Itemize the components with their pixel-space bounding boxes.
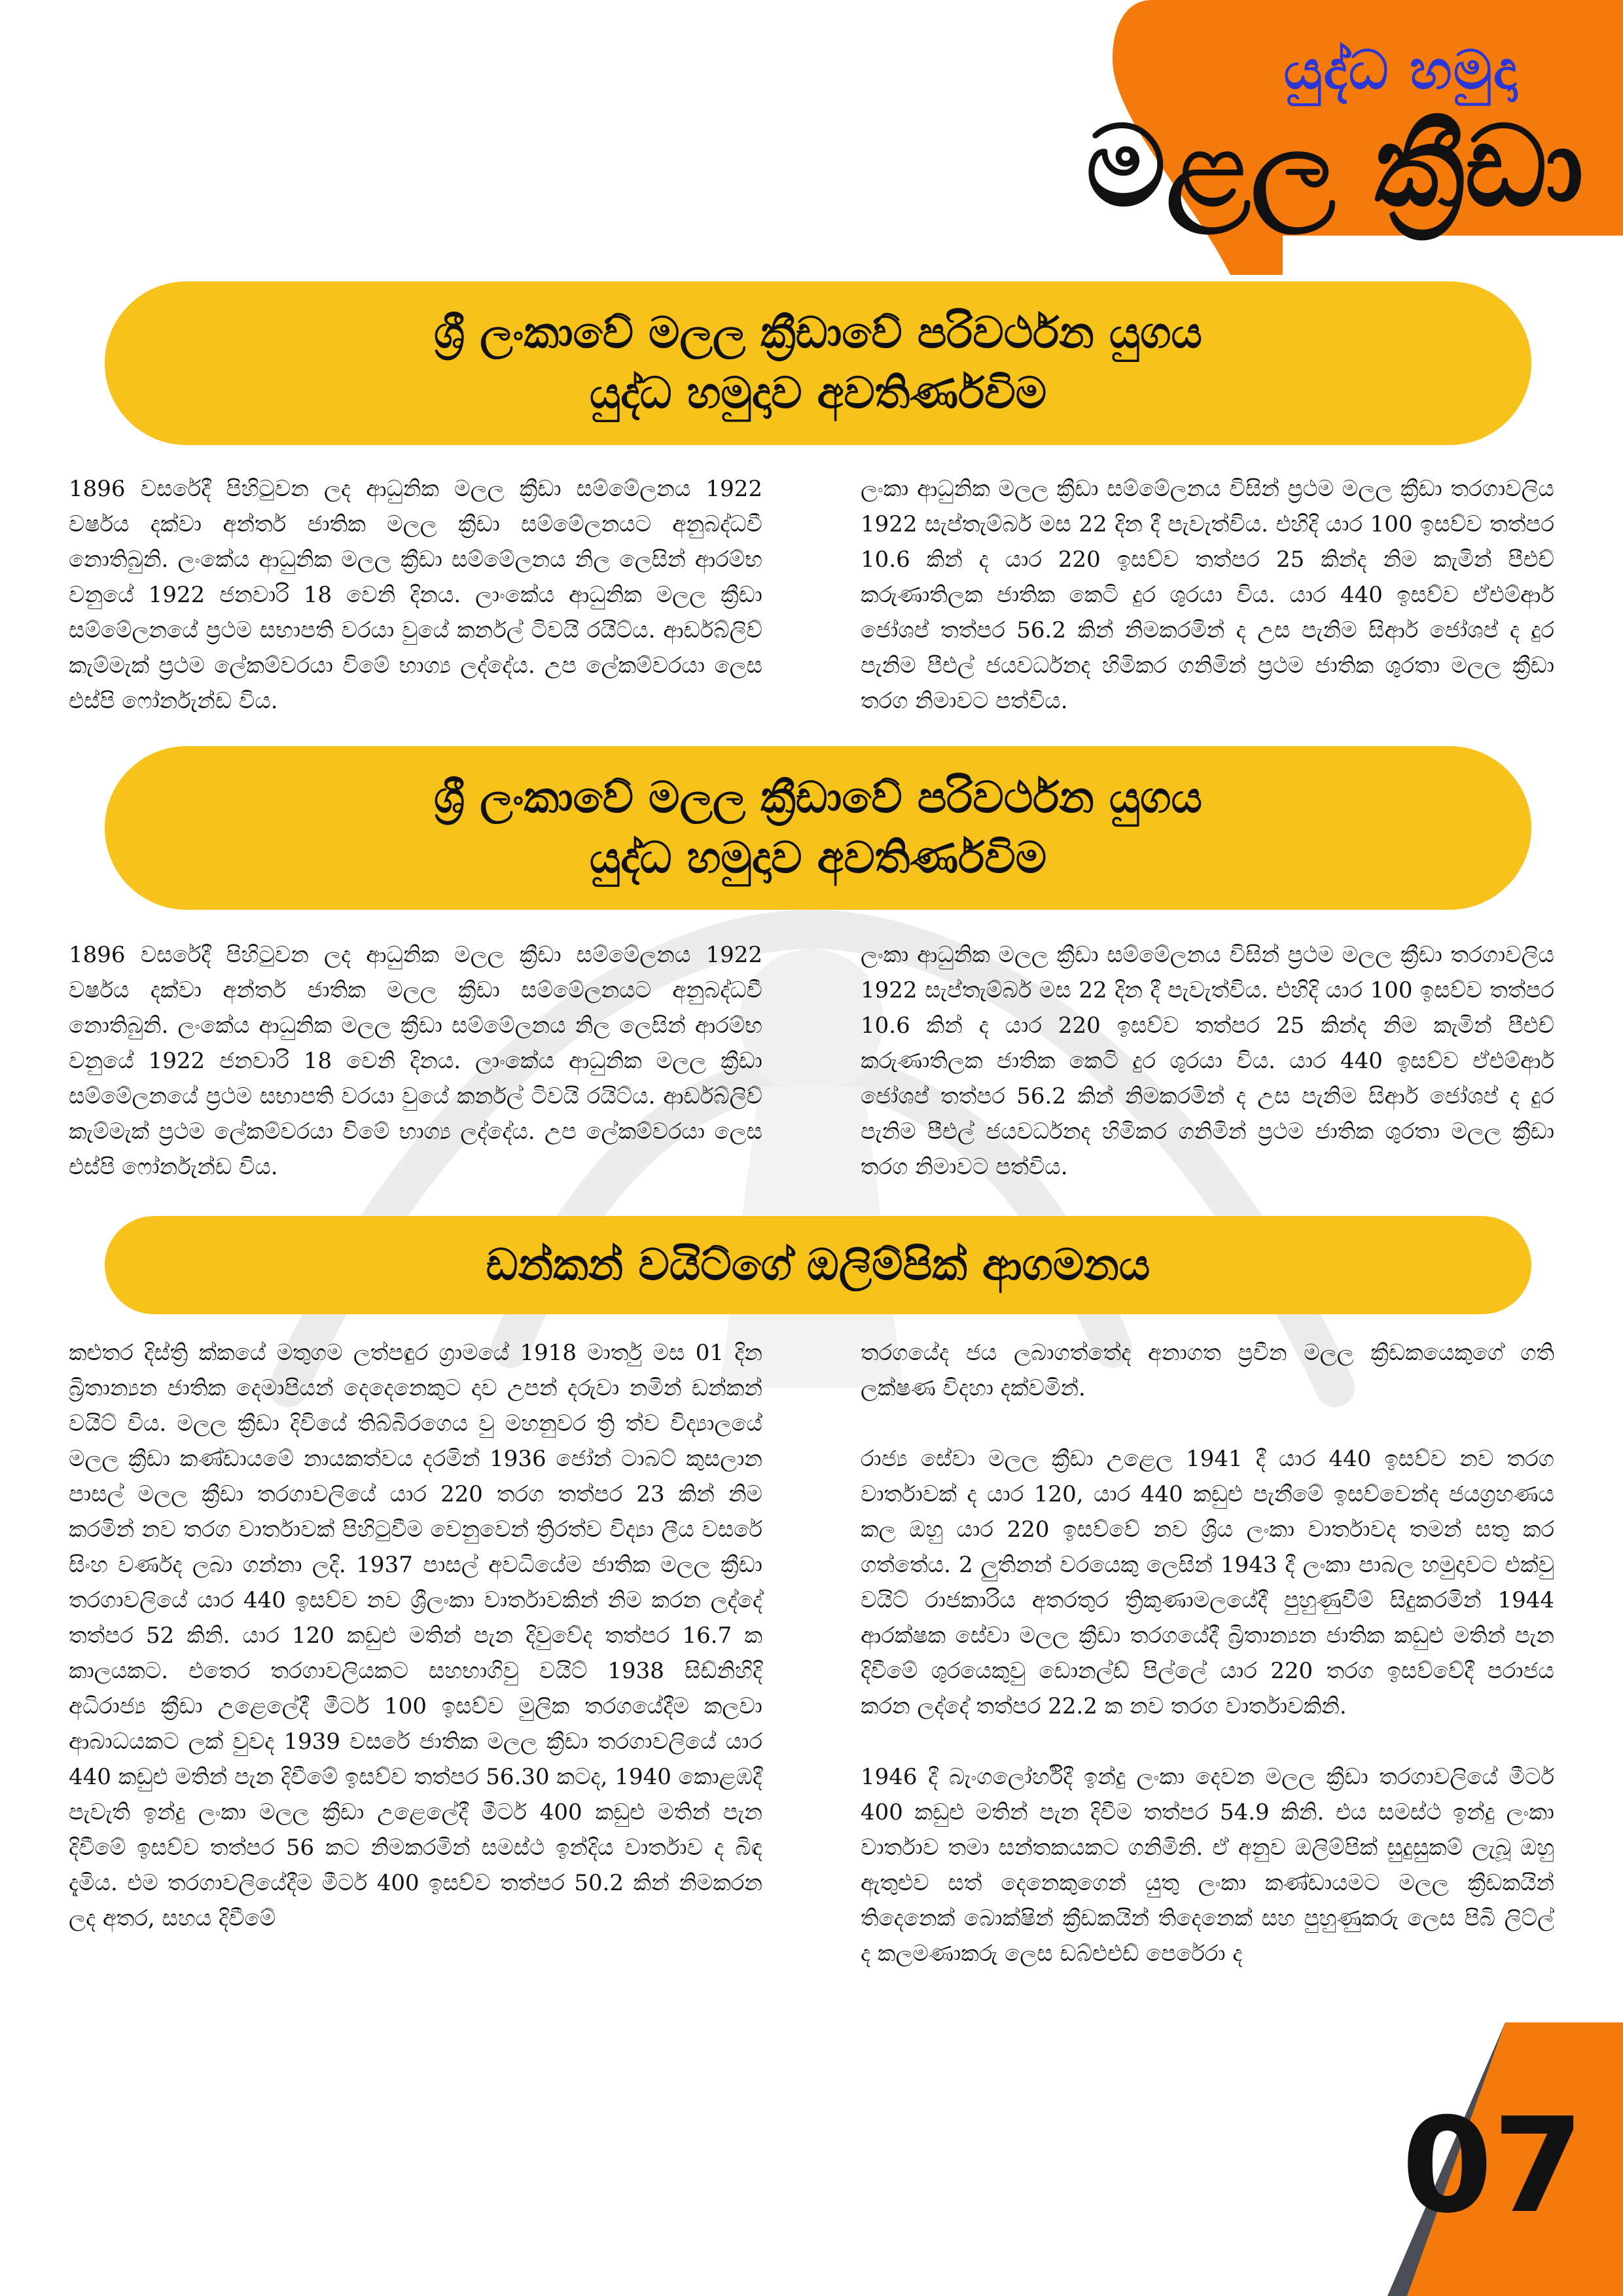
section-heading-line: යුද්ධ හමුදාව අවතිර්ණවිම: [589, 833, 1047, 883]
section-heading-banner: [105, 1216, 1531, 1314]
paragraph: රාජ්‍ය සේවා මලල ක්‍රීඩා උළෙල 1941 දී යාර 440 ඉසව්ව නව තරග වාර්තාවක් ද යාර 120, යාර 440 කඩුළු පැනීමේ ඉසව්වෙන්ද ජයග්‍රහණය කල ඔහු යාර 220 ඉසව්වේ නව ශ්‍රිය ලංකා වාර්තාවද තමන් සතු කර ගත්තේය. 2 ලුතිනන් වරයෙකු ලෙසින් 1943 දී ලංකා පාබල හමුදාවට එක්වු වයිට් රාජකාරිය අතරතුර ත්‍රිකුණාමලයේදී පුහුණුවීම් සිදුකරමින් 1944 ආරක්ෂක සේවා මලල ක්‍රීඩා තරගයේදී බ්‍රිතාන්‍යන ජාතික කඩුළු මතින් පැන දිවීමේ ශුරයෙකුවු ඩොනල්ඩ් පිල්ලේ යාර 220 තරග ඉසව්වේදී පරාජය කරන ලද්දේ තත්පර 22.2 ක නව තරග වාර්තාවකිනි.: [861, 1446, 1554, 1719]
paragraph: ලංකා ආධුනික මලල ක්‍රීඩා සම්මේලනය විසින් ප්‍රථම මලල ක්‍රීඩා තරගාවලිය 1922 සැප්තැම්බර් මස 22 දින දී පැවැත්විය. එහිදි යාර 100 ඉසව්ව තත්පර 10.6 කින් ද යාර 220 ඉසව්ව තත්පර 25 කින්ද නිම කැමින් පීඑච් කරුණාතිලක ජාතික කෙටි දුර ශුරයා විය. යාර 440 ඉසව්ව ඒඑම්ආර් ජෝශප් තත්පර 56.2 කින් නිමකරමින් ද උස පැනිම සිආර් ජෝශප් ද දුර පැනිම පීඑල් ජයවර්ධනද හිමිකර ගනිමින් ප්‍රථම ජාතික ශුරතා මලල ක්‍රීඩා තරග නිමාවට පත්විය.: [861, 476, 1554, 714]
left-column: [69, 471, 762, 719]
right-column: [861, 1335, 1554, 1971]
section-body: [69, 1335, 1554, 1971]
page-title: මළල ක්‍රීඩා: [1086, 102, 1584, 232]
paragraph: 1896 වසරේදී පිහිටුවන ලද ආධුනික මලල ක්‍රීඩා සම්මේලනය 1922 වර්ෂය දක්වා අන්තර් ජාතික මලල ක්‍රීඩා සම්මේලනයට අනුබද්ධවී නොතිබුනි. ලංකේය ආධුනික මලල ක්‍රීඩා සම්මේලනය නිල ලෙසින් ආරම්භ වනුයේ 1922 ජනවාරි 18 වෙනි දිනය. ලාංකේය ආධුනික මලල ක්‍රීඩා සම්මේලනයේ ප්‍රථම සභාපති වරයා වුයේ කර්නල් ටිවයි රයිට්ය. ආර්ඩබ්ලිව් කැම්මැක් ප්‍රථම ලේකම්වරයා විමේ භාග්‍ය ලද්දේය. උප ලේකම්වරයා ලෙස එස්පි ෆෝර්නැන්ඩ විය.: [69, 476, 762, 714]
section-heading-banner: [105, 281, 1531, 445]
section-body: [69, 471, 1554, 719]
right-column: [861, 471, 1554, 719]
left-column: [69, 1335, 762, 1971]
paragraph: ලංකා ආධුනික මලල ක්‍රීඩා සම්මේලනය විසින් ප්‍රථම මලල ක්‍රීඩා තරගාවලිය 1922 සැප්තැම්බර් මස 22 දින දී පැවැත්විය. එහිදි යාර 100 ඉසව්ව තත්පර 10.6 කින් ද යාර 220 ඉසව්ව තත්පර 25 කින්ද නිම කැමින් පීඑච් කරුණාතිලක ජාතික කෙටි දුර ශුරයා විය. යාර 440 ඉසව්ව ඒඑම්ආර් ජෝශප් තත්පර 56.2 කින් නිමකරමින් ද උස පැනිම සිආර් ජෝශප් ද දුර පැනිම පීඑල් ජයවර්ධනද හිමිකර ගනිමින් ප්‍රථම ජාතික ශුරතා මලල ක්‍රීඩා තරග නිමාවට පත්විය.: [861, 942, 1554, 1180]
section-heading-line: යුද්ධ හමුදාව අවතිර්ණවිම: [589, 368, 1047, 418]
header-kicker: යුද්ධ හමුදා: [1283, 39, 1518, 101]
paragraph: තරගයේද ජය ලබාගත්තේද අනාගත ප්‍රවීන මලල ක්‍රීඩකයෙකුගේ ගති ලක්ෂණ විදහා දක්වමින්.: [861, 1340, 1554, 1401]
left-column: [69, 937, 762, 1185]
paragraph: 1946 දී බැංගලෝර්හිදී ඉන්දු ලංකා දෙවන මලල ක්‍රීඩා තරගාවලියේ මීටර් 400 කඩුළු මතින් පැන දිවීම තත්පර 54.9 කිනි. එය සමස්ථ ඉන්දු ලංකා වාර්තාව තමා සන්තකයකට ගනිමිනි. ඒ අනුව ඔලිම්පික් සුදුසුකම් ලැබූ ඔහු ඇතුළුව සත් දෙනෙකුගෙන් යුතු ලංකා කණ්ඩායමට මලල ක්‍රීඩකයින් තිදෙනෙක් බොක්ෂින් ක්‍රීඩකයින් තිදෙනෙක් සහ පුහුණුකරු ලෙස පිබි ලිට්ල් ද කලමණාකරු ලෙස ඩබ්ළුඑඩ් පෙරේරා ද: [861, 1764, 1554, 1967]
section-heading-line: ඩන්කන් වයිට්ගේ ඔලිම්පික් ආගමනය: [486, 1240, 1150, 1290]
right-column: [861, 937, 1554, 1185]
section-heading-banner: [105, 746, 1531, 910]
paragraph: 1896 වසරේදී පිහිටුවන ලද ආධුනික මලල ක්‍රීඩා සම්මේලනය 1922 වර්ෂය දක්වා අන්තර් ජාතික මලල ක්‍රීඩා සම්මේලනයට අනුබද්ධවී නොතිබුනි. ලංකේය ආධුනික මලල ක්‍රීඩා සම්මේලනය නිල ලෙසින් ආරම්භ වනුයේ 1922 ජනවාරි 18 වෙනි දිනය. ලාංකේය ආධුනික මලල ක්‍රීඩා සම්මේලනයේ ප්‍රථම සභාපති වරයා වුයේ කර්නල් ටිවයි රයිට්ය. ආර්ඩබ්ලිව් කැම්මැක් ප්‍රථම ලේකම්වරයා විමේ භාග්‍ය ලද්දේය. උප ලේකම්වරයා ලෙස එස්පි ෆෝර්නැන්ඩ විය.: [69, 942, 762, 1180]
paragraph: කළුතර දිස්ත්‍රි ක්කයේ මතුගම ලත්පඳුර ග්‍රාමයේ 1918 මාර්තු මස 01 දින බ්‍රිතාන්‍යන ජාතික දෙමාපියන් දෙදෙනෙකුට දාව උපන් දරුවා නමින් ඩන්කන් වයිට් විය. මලල ක්‍රීඩා දිවියේ තිබ්බිරගෙය වු මහනුවර ත්‍රි ත්ව විද්‍යාලයේ මලල ක්‍රීඩා කණ්ඩායමේ නායකත්වය දරමින් 1936 ජෝන් ටාබට් කුසලාන පාසල් මලල ක්‍රීඩා තරගාවලියේ යාර 220 තරග තත්පර 23 කින් නිම කරමින් නව තරග වාර්තාවක් පිහිටුවීම වෙනුවෙන් ත්‍රිරත්ව විද්‍යා ලීය වසරේ සිංහ වර්ණද ලබා ගන්නා ලදි. 1937 පාසල් අවධියේම ජාතික මලල ක්‍රීඩා තරගාවලියේ යාර 440 ඉසව්ව නව ශ්‍රීලංකා වාර්තාවකින් නිම කරන ලද්දේ තත්පර 52 කිනි. යාර 120 කඩුළු මතින් පැන දිවුවේද තත්පර 16.7 ක කාලයකට. එතෙර තරගාවලියකට සහභාගිවු වයිට් 1938 සිඩ්නිහිදි අධිරාජ්‍ය ක්‍රීඩා උළෙලේදී මීටර් 100 ඉසව්ව මුලික තරගයේදීම කලවා ආබාධයකට ලක් වුවද 1939 වසරේ ජාතික මලල ක්‍රීඩා තරගාවලියේ යාර 440 කඩුළු මතින් පැන දිවීමේ ඉසව්ව තත්පර 56.30 කටද, 1940 කොළඹදී පැවැති ඉන්දු ලංකා මලල ක්‍රීඩා උළෙලේදී මීටර් 400 කඩුළු මතින් පැන දිවීමේ ඉසව්ව තත්පර 56 කට නිමකරමින් සමස්ථ ඉන්දිය වාර්තාව ද බිඳ දැමිය. එම තරගාවලියේදීම මීටර් 400 ඉසව්ව තත්පර 50.2 කින් නිමකරන ලද අතර, සහය දිවීමේ: [69, 1340, 762, 1931]
section-heading-line: ශ්‍රී ලංකාවේ මලල ක්‍රීඩාවේ පරිවර්ථන යුගය: [434, 308, 1202, 358]
section-body: [69, 937, 1554, 1185]
page-number: 07: [1401, 2090, 1584, 2242]
section-heading-line: ශ්‍රී ලංකාවේ මලල ක්‍රීඩාවේ පරිවර්ථන යුගය: [434, 772, 1202, 823]
